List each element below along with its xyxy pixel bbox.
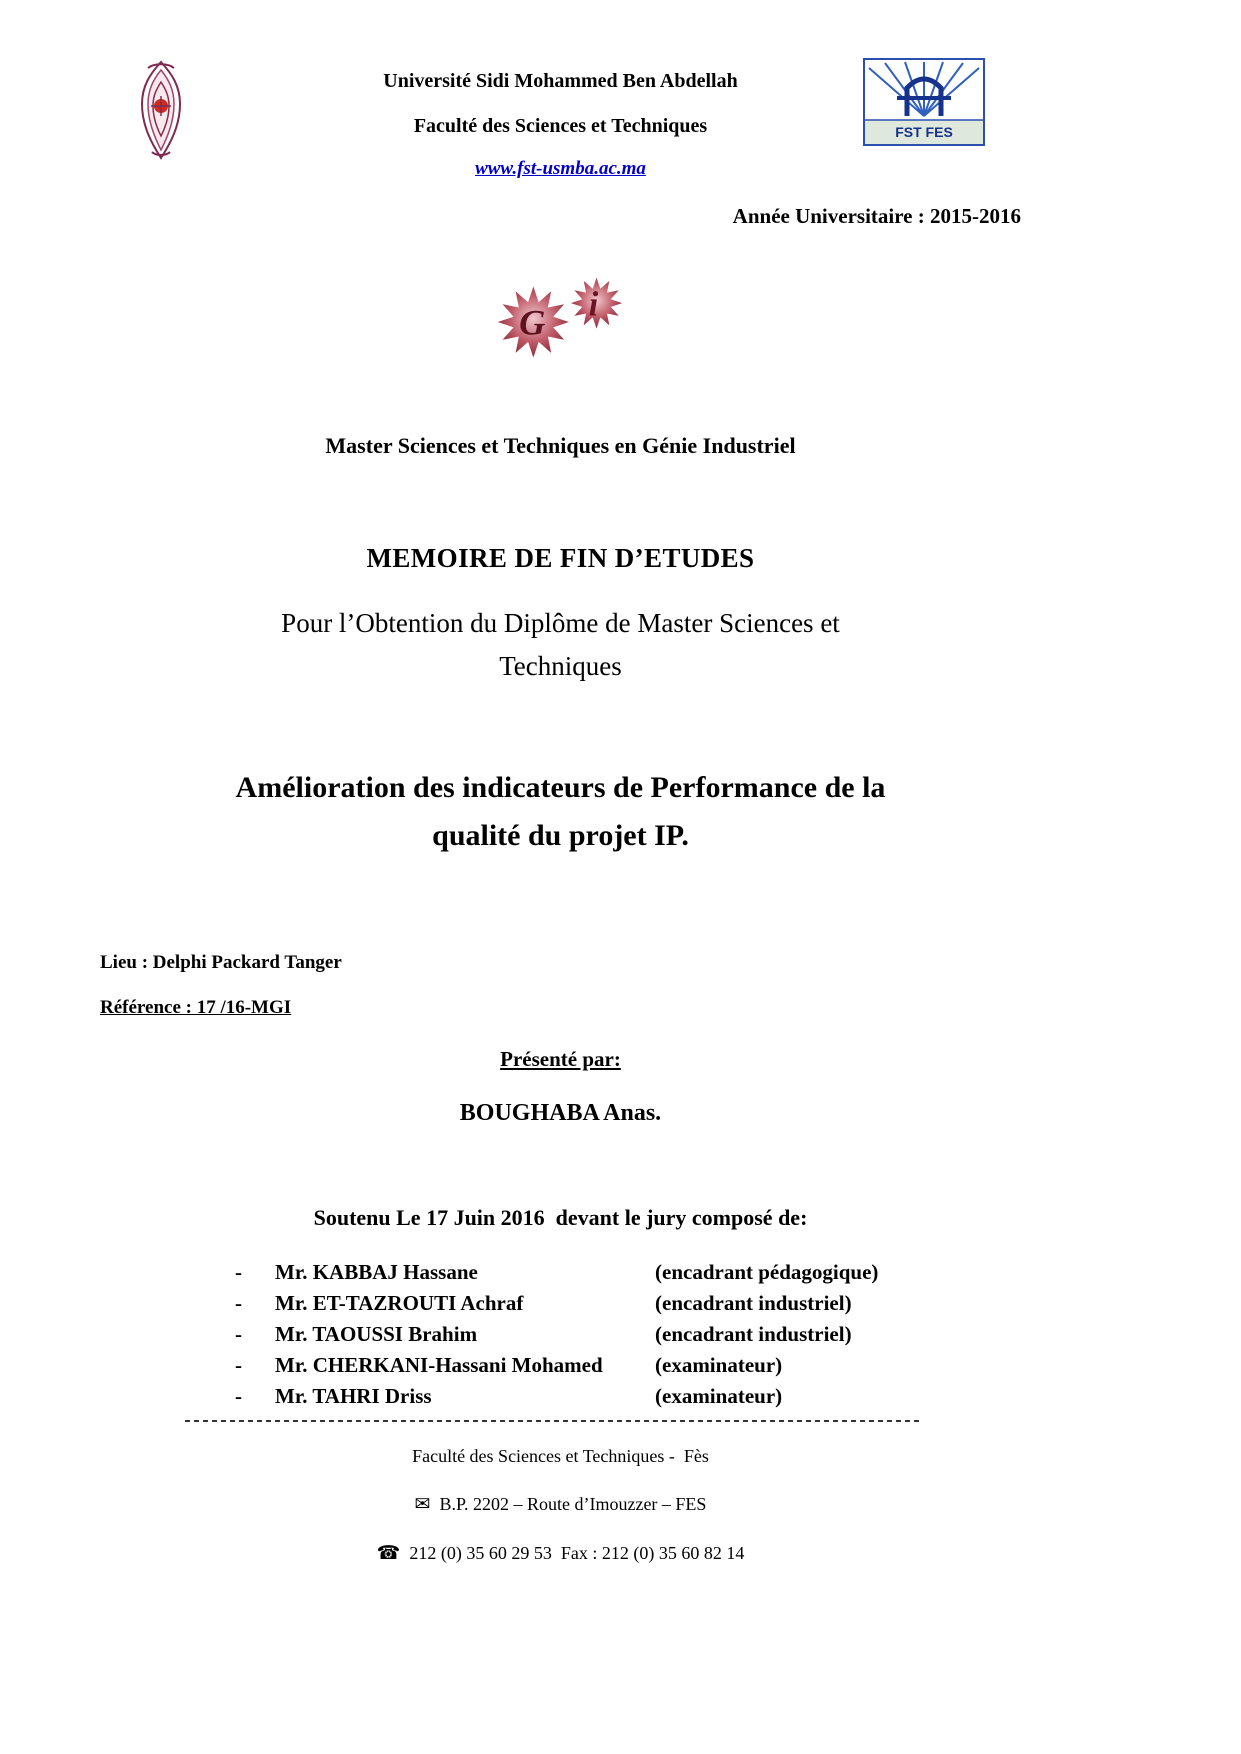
- university-emblem-icon: [128, 60, 194, 160]
- jury-row: [235, 1288, 1021, 1319]
- university-emblem-logo: [128, 60, 194, 165]
- jury-member-role: (examinateur): [655, 1384, 783, 1409]
- memoire-subtitle: [100, 602, 1021, 688]
- jury-row: [235, 1381, 1021, 1412]
- thesis-title: [100, 764, 1021, 860]
- gi-starburst-icon: [486, 265, 636, 368]
- gi-logo: [100, 265, 1021, 373]
- gi-letter-g: G: [518, 302, 545, 343]
- jury-member-role: (encadrant industriel): [655, 1322, 852, 1347]
- jury-dash: -: [235, 1384, 242, 1409]
- jury-member-name: Mr. TAHRI Driss: [275, 1384, 432, 1409]
- jury-member-role: (examinateur): [655, 1353, 783, 1378]
- jury-dash: -: [235, 1353, 242, 1378]
- presented-by-label: Présenté par:: [500, 1047, 621, 1072]
- memoire-title: MEMOIRE DE FIN D’ETUDES: [366, 543, 755, 573]
- program-title: Master Sciences et Techniques en Génie Industriel: [325, 433, 796, 458]
- envelope-icon: ✉: [414, 1494, 431, 1516]
- reference-label: Référence : 17 /16-MGI: [100, 997, 292, 1019]
- jury-dash: -: [235, 1260, 242, 1285]
- divider: [185, 1420, 920, 1422]
- fst-fes-logo-text: FST FES: [895, 124, 953, 140]
- jury-member-name: Mr. TAOUSSI Brahim: [275, 1322, 478, 1347]
- academic-year: Année Universitaire : 2015-2016: [732, 204, 1021, 228]
- jury-member-role: (encadrant industriel): [655, 1291, 852, 1316]
- author-name: BOUGHABA Anas.: [459, 1100, 662, 1127]
- fst-fes-icon: [863, 58, 985, 146]
- jury-intro: Soutenu Le 17 Juin 2016 devant le jury composé de:: [313, 1205, 808, 1231]
- jury-row: [235, 1257, 1021, 1288]
- footer-phone: 212 (0) 35 60 29 53 Fax : 212 (0) 35 60 82 14: [409, 1543, 745, 1564]
- jury-list: [235, 1257, 1021, 1412]
- phone-icon: ☎: [376, 1543, 401, 1565]
- website-link[interactable]: www.fst-usmba.ac.ma: [475, 158, 646, 179]
- jury-row: [235, 1319, 1021, 1350]
- memoire-subtitle-line2: Techniques: [499, 651, 622, 682]
- thesis-title-line2: qualité du projet IP.: [432, 819, 689, 853]
- jury-member-name: Mr. KABBAJ Hassane: [275, 1260, 478, 1285]
- thesis-title-line1: Amélioration des indicateurs de Performance de la: [235, 771, 886, 805]
- jury-dash: -: [235, 1291, 242, 1316]
- fst-fes-logo: [863, 58, 985, 151]
- memoire-subtitle-line1: Pour l’Obtention du Diplôme de Master Sciences et: [281, 608, 840, 638]
- jury-member-name: Mr. CHERKANI-Hassani Mohamed: [275, 1353, 603, 1378]
- jury-dash: -: [235, 1322, 242, 1347]
- jury-member-name: Mr. ET-TAZROUTI Achraf: [275, 1291, 524, 1316]
- footer-address: B.P. 2202 – Route d’Imouzzer – FES: [439, 1494, 707, 1515]
- university-name: Université Sidi Mohammed Ben Abdellah: [383, 70, 738, 92]
- gi-letter-i: i: [588, 284, 598, 324]
- faculty-name: Faculté des Sciences et Techniques: [413, 115, 708, 137]
- footer-faculty: Faculté des Sciences et Techniques - Fès: [412, 1446, 709, 1467]
- lieu-label: Lieu : Delphi Packard Tanger: [100, 952, 342, 974]
- jury-row: [235, 1350, 1021, 1381]
- footer: [100, 1446, 1021, 1565]
- jury-member-role: (encadrant pédagogique): [655, 1260, 879, 1285]
